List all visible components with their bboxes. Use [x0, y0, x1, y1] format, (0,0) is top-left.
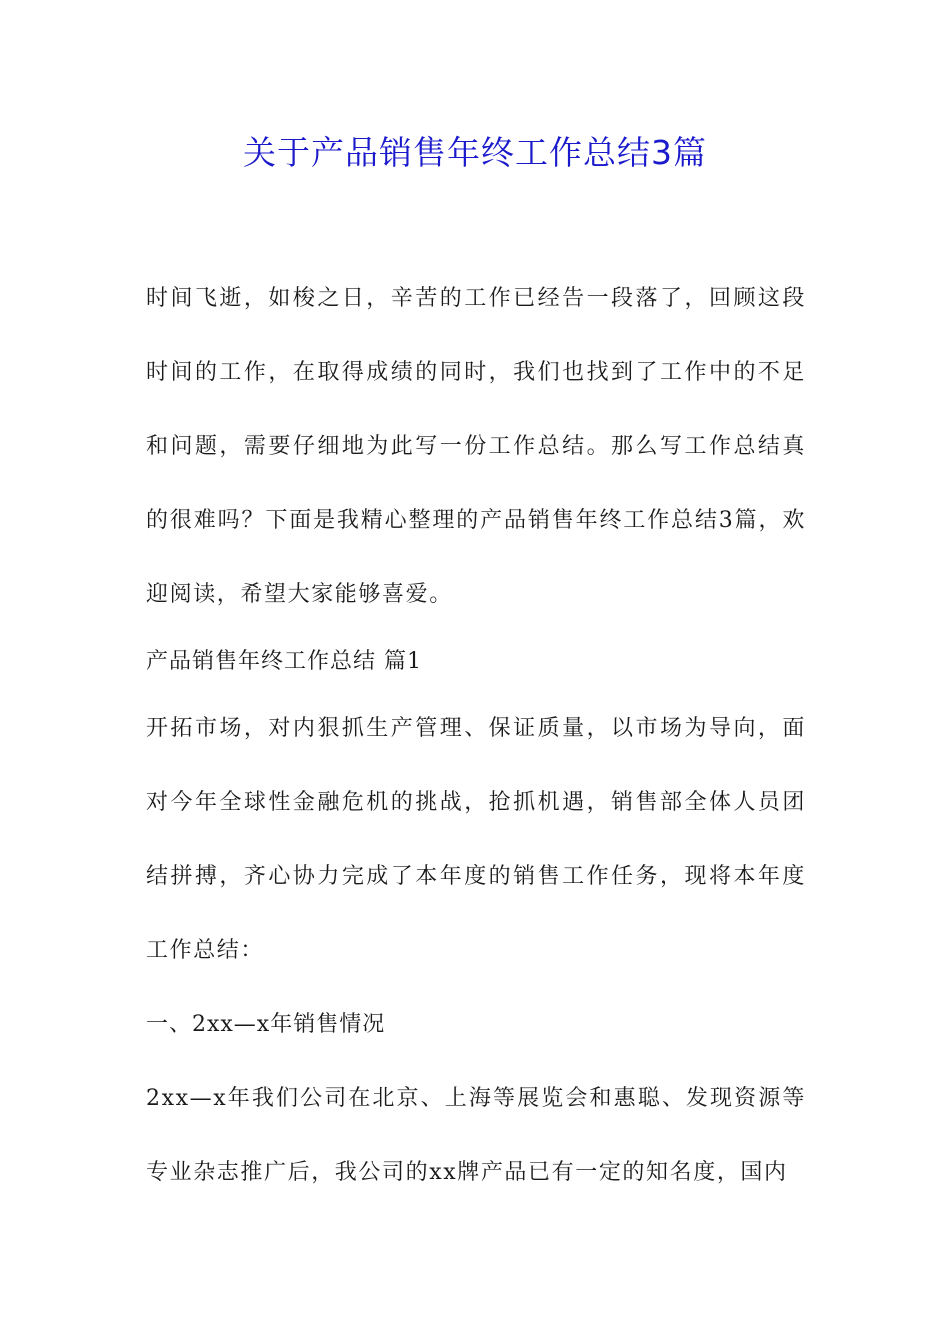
intro-paragraph: 时间飞逝，如梭之日，辛苦的工作已经告一段落了，回顾这段时间的工作，在取得成绩的同时，我们也找到了工作中的不足和问题，需要仔细地为此写一份工作总结。那么写工作总结真的很难吗？下面是我精心整理的产品销售年终工作总结3篇，欢迎阅读，希望大家能够喜爱。 — [146, 286, 806, 607]
section-title: 产品销售年终工作总结 篇1 — [146, 649, 422, 674]
section-paragraph: 2xx—x年我们公司在北京、上海等展览会和惠聪、发现资源等专业杂志推广后，我公司的xx牌产品已有一定的知名度，国内 — [146, 1086, 806, 1185]
section-paragraph: 开拓市场，对内狠抓生产管理、保证质量，以市场为导向，面对今年全球性金融危机的挑战，抢抓机遇，销售部全体人员团结拼搏，齐心协力完成了本年度的销售工作任务，现将本年度工作总结： — [146, 716, 806, 963]
document-body — [146, 262, 806, 1210]
document-title: 关于产品销售年终工作总结3篇 — [243, 133, 707, 172]
section-heading: 一、2xx—x年销售情况 — [146, 1012, 386, 1037]
